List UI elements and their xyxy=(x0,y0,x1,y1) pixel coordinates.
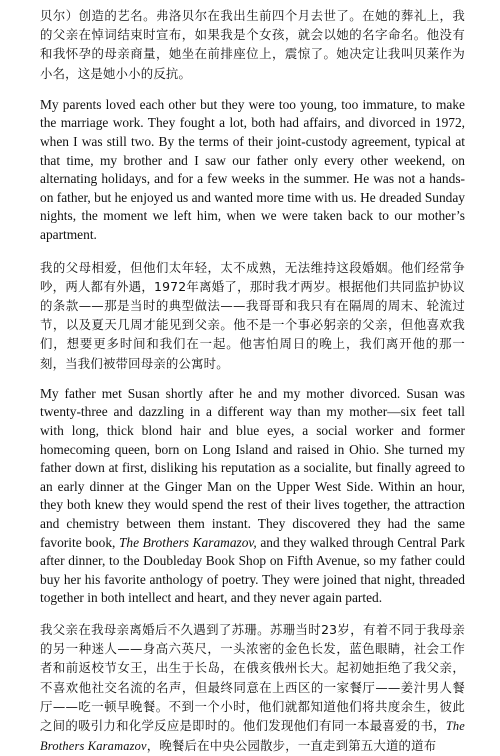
paragraph-en-1: My parents loved each other but they were too young, too immature, to make the marriage work. They fought a lot, both had affairs, and divorced in 1972, when I was still two. By the terms of their joint-custody agreement, typical at that time, my brother and I saw our father only every other weekend, on alternating holidays, and for a few weeks in the summer. He was not a hands-on father, but he enjoyed us and wanted more time with us. He dreaded Sunday nights, the moment we left him, when we were taken back to our mother’s apartment. xyxy=(40,96,465,242)
document-page xyxy=(40,6,465,756)
paragraph-text: 我父亲在我母亲离婚后不久遇到了苏珊。苏珊当时23岁，有着不同于我母亲的另一种迷人——身高六英尺，一头浓密的金色长发，蓝色眼睛，社会工作者和前返校节女王，出生于长岛，在俄亥俄州长大。起初她拒绝了我父亲，不喜欢他社交名流的名声，但最终同意在上西区的一家餐厅——姜汁男人餐厅——吃一顿早晚餐。不到一个小时，他们就都知道他们将共度余生，彼此之间的吸引力和化学反应是即时的。他们发现他们有同一本最喜爱的书， xyxy=(40,621,465,733)
paragraph-zh-3 xyxy=(40,620,465,756)
paragraph-text: and they walked through Central Park after dinner, to the Doubleday Book Shop on Fifth Avenue, so my father could buy her his favorite anthology of poetry. They were joined that night, threaded together in both intellect and heart, and they never again parted. xyxy=(40,534,465,606)
book-title: The Brothers Karamazov, xyxy=(118,534,257,550)
paragraph-zh-1: 贝尔）创造的艺名。弗洛贝尔在我出生前四个月去世了。在她的葬礼上，我的父亲在悼词结束时宣布，如果我是个女孩，就会以她的名字命名。他没有和我怀孕的母亲商量，她坐在前排座位上，震惊了。她决定让我叫贝莱作为小名，这是她小小的反抗。 xyxy=(40,8,465,81)
paragraph-zh-2: 我的父母相爱，但他们太年轻，太不成熟，无法维持这段婚姻。他们经常争吵，两人都有外遇，1972年离婚了，那时我才两岁。根据他们共同监护协议的条款——那是当时的典型做法——我哥哥和我只有在隔周的周末、轮流过节，以及夏天几周才能见到父亲。他不是一个事必躬亲的父亲，但他喜欢我们，想要更多时间和我们在一起。他害怕周日的晚上，我们离开他的那一刻，当我们被带回母亲的公寓时。 xyxy=(40,259,465,371)
paragraph-text: My father met Susan shortly after he and my mother divorced. Susan was twenty-three and dazzling in a different way than my mother—six feet tall with long, thick blond hair and blue eyes, a social worker and former homecoming queen, born on Long Island and raised in Ohio. She turned my father down at first, disliking his reputation as a socialite, but finally agreed to an early dinner at the Ginger Man on the Upper West Side. Within an hour, they both knew they would spend the rest of their lives together, the attraction and chemistry between them instant. They discovered they had the same favorite book, xyxy=(40,385,465,550)
book-title: The Brothers Karamazov xyxy=(40,718,465,754)
paragraph-text: ，晚餐后在中央公园散步，一直走到第五大道的道布 xyxy=(146,738,437,754)
paragraph-en-2 xyxy=(40,385,465,608)
